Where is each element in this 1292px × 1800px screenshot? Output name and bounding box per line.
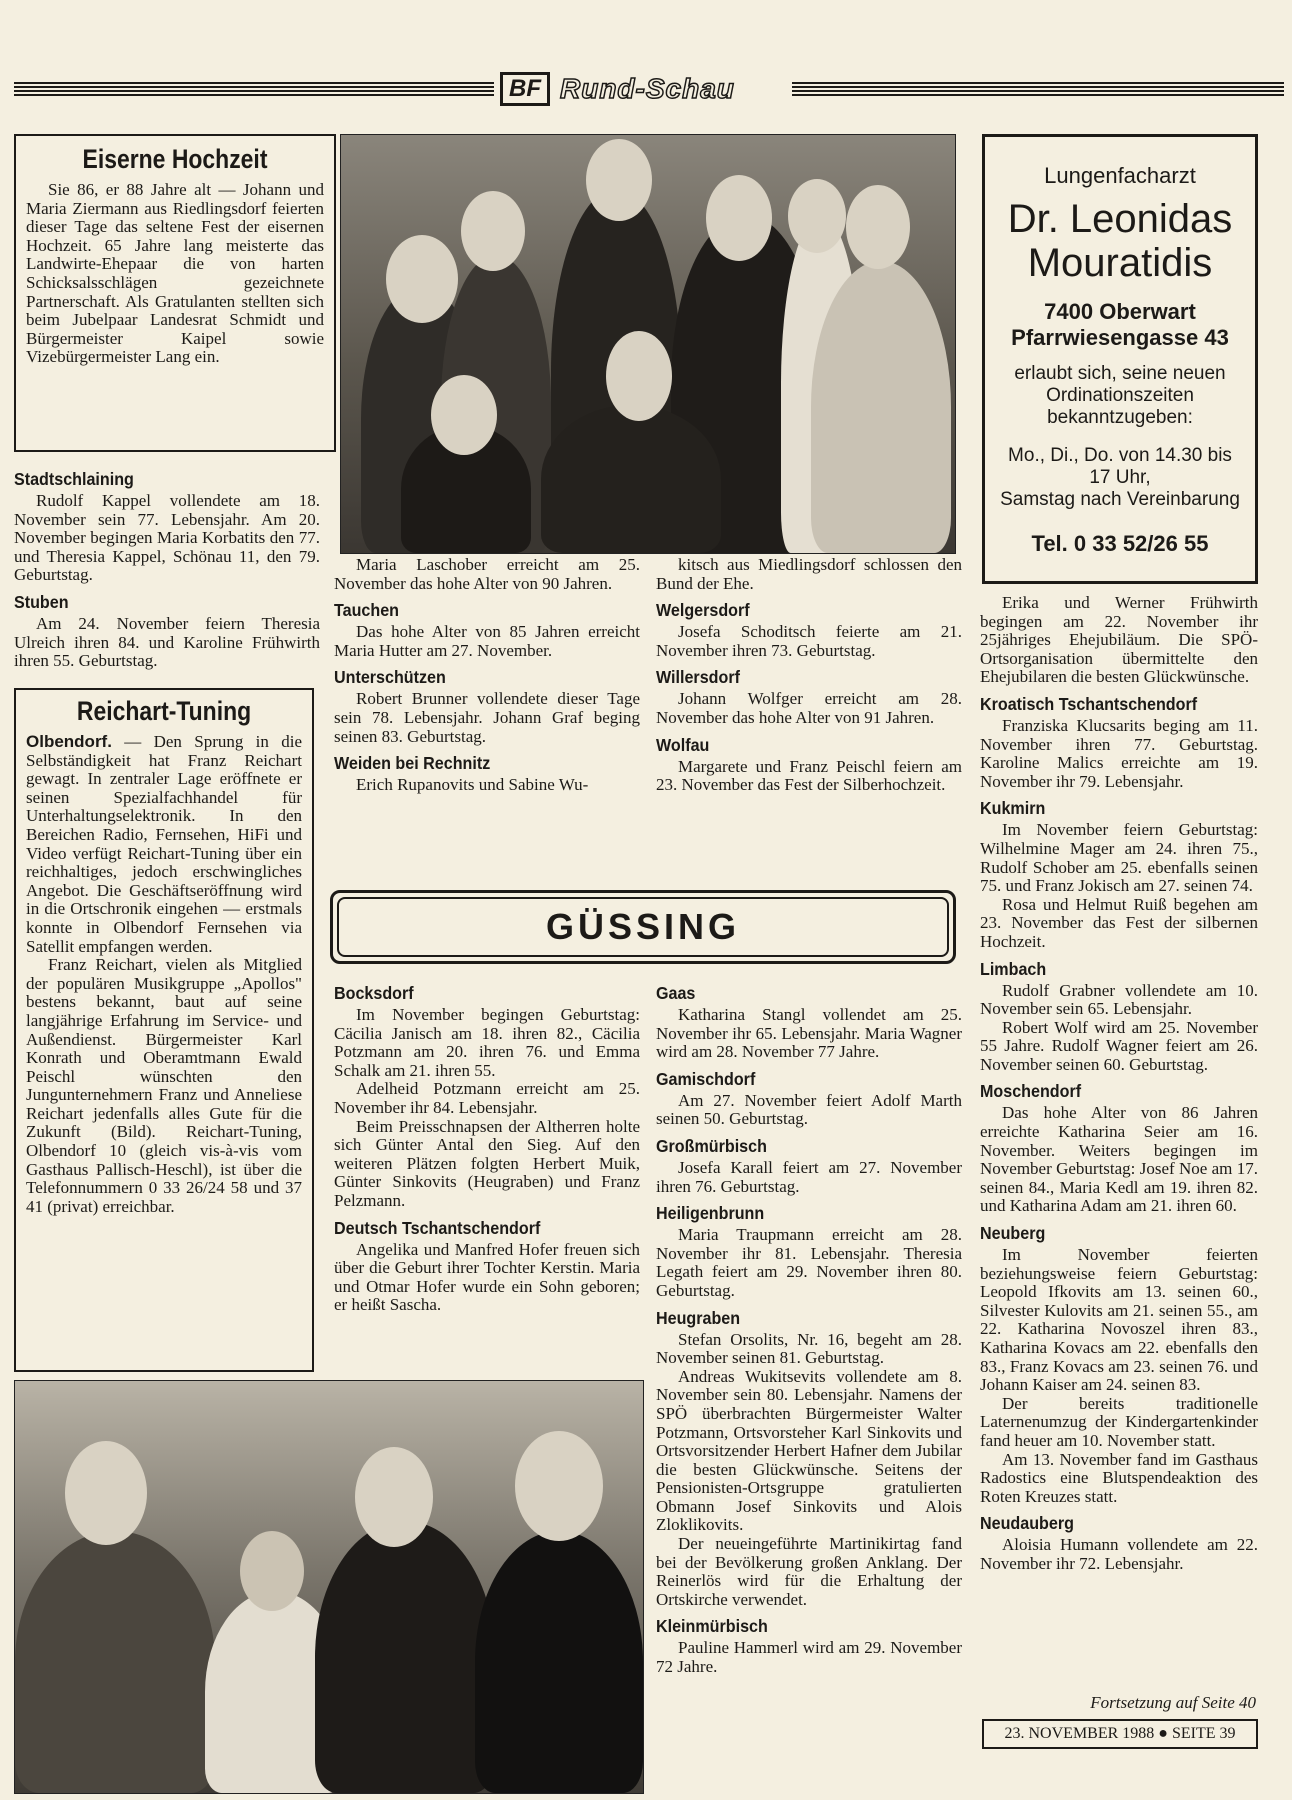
notice-paragraph: Erich Rupanovits und Sabine Wu- (356, 775, 589, 795)
eiserne-hochzeit-text: Sie 86, er 88 Jahre alt — Johann und Maria Ziermann aus Riedlingsdorf feierten dieser Tage das seltene Fest der eisernen Hochzeit. 65 Jahre lang meisterte das Landwirte-Ehepaar die von harten Schicksalsschlägen gezeichnete Partnerschaft. Als Gratulanten stellten sich beim Jubelpaar Landesrat Schmidt und Bürgermeister Kaipel sowie Vizebürgermeister Lang ein. (26, 180, 324, 367)
notice-paragraph: Der bereits traditionelle Laternenumzug der Kindergartenkinder fand heuer am 10. November statt. (980, 1393, 1258, 1450)
notice-paragraph: Johann Wolfger erreicht am 28. November das hohe Alter von 91 Jahren. (656, 689, 962, 727)
ad-address-2: Pfarrwiesengasse 43 (1011, 325, 1229, 350)
photo-reichart-tuning-opening (14, 1380, 644, 1794)
section-heading-deutsch-tschantschendorf: Deutsch Tschantschendorf (334, 1217, 541, 1238)
column-2-notices-guessing (334, 976, 640, 1315)
notice-paragraph: Franziska Klucsarits beging am 11. November ihren 77. Geburtstag. Karoline Malics erreichte am 19. November ihr 79. Lebensjahr. (980, 715, 1258, 791)
reichart-tuning-box (14, 688, 314, 1372)
notice-paragraph: Josefa Karall feiert am 27. November ihren 76. Geburtstag. (656, 1157, 962, 1196)
section-heading-weiden-bei-rechnitz: Weiden bei Rechnitz (334, 753, 491, 774)
notice-paragraph: Rudolf Kappel vollendete am 18. November sein 77. Lebensjahr. Am 20. November begingen Maria Korbatits den 77. und Theresia Kappel, Schönau 11, den 79. Geburtstag. (14, 491, 320, 585)
notice-paragraph: Am 27. November feiert Adolf Marth seinen 50. Geburtstag. (656, 1090, 962, 1129)
reichart-para-2: Franz Reichart, vielen als Mitglied der populären Musikgruppe „Apollos" bestens bekannt, baut auf seine langjährige Erfahrung im Service- und Außendienst. Bürgermeister Karl Konrath und Oberamtmann Ewald Peischl wünschten den Jungunternehmern Franz und Anneliese Reichart jedenfalls alles Gute für die Zukunft (Bild). Reichart-Tuning, Olbendorf 10 (gleich vis-à-vis vom Gasthaus Pallisch-Heschl), ist über die Telefonnummern 0 33 26/24 58 und 37 41 (privat) erreichbar. (26, 955, 302, 1216)
reichart-place: Olbendorf. (26, 732, 112, 751)
banner-rule-right (792, 82, 1284, 96)
notice-paragraph: kitsch aus Miedlingsdorf schlossen den Bund der Ehe. (656, 555, 962, 593)
section-heading-großmürbisch: Großmürbisch (656, 1135, 767, 1156)
bf-logo: BF (500, 72, 550, 106)
notice-paragraph: Pauline Hammerl wird am 29. November 72 Jahre. (656, 1638, 962, 1677)
notice-paragraph: Adelheid Potzmann erreicht am 25. November ihr 84. Lebensjahr. (334, 1079, 640, 1117)
ad-telephone: Tel. 0 33 52/26 55 (1031, 531, 1209, 556)
notice-paragraph: Maria Traupmann erreicht am 28. November ihr 81. Lebensjahr. Theresia Legath feiert am 29. November ihren 80. Geburtstag. (656, 1225, 962, 1300)
section-heading-stuben: Stuben (14, 591, 69, 612)
notice-paragraph: Maria Laschober erreicht am 25. November das hohe Alter von 90 Jahren. (334, 555, 640, 593)
ad-doctor-name-2: Mouratidis (1027, 241, 1213, 285)
notice-paragraph: Im November begingen Geburtstag: Cäcilia Janisch am 18. ihren 82., Cäcilia Potzmann am 20. ihren 76. und Emma Schalk am 21. ihren 55. (334, 1005, 640, 1080)
notice-paragraph: Im November feiern Geburtstag: Wilhelmine Mager am 24. ihren 75., Rudolf Schober am 25. ebenfalls seinen 75. und Franz Jokisch am 27. seinen 74. (980, 820, 1258, 896)
notice-paragraph: Stefan Orsolits, Nr. 16, begeht am 28. November seinen 81. Geburtstag. (656, 1329, 962, 1368)
notice-paragraph: Das hohe Alter von 86 Jahren erreichte Katharina Seier am 16. November. Weiters begingen im November Geburtstag: Josef Noe am 17. seinen 84., Maria Kedl am 19. ihren 82. und Katharina Adam am 21. ihren 60. (980, 1103, 1258, 1216)
notice-paragraph: Robert Wolf wird am 25. November 55 Jahre. Rudolf Wagner feiert am 26. November seinen 60. Geburtstag. (980, 1017, 1258, 1074)
notice-paragraph: Beim Preisschnapsen der Altherren holte sich Günter Antal den Sieg. Auf den weiteren Plätzen folgten Herbert Muik, Günter Sinkovits (Heugraben) und Franz Pelzmann. (334, 1116, 640, 1210)
section-heading-moschendorf: Moschendorf (980, 1081, 1082, 1102)
notice-paragraph: Margarete und Franz Peischl feiern am 23. November das Fest der Silberhochzeit. (656, 756, 962, 795)
column-4-notices (980, 594, 1258, 1574)
notice-paragraph: Andreas Wukitsevits vollendete am 8. November sein 80. Lebensjahr. Namens der SPÖ überbrachten Bürgermeister Walter Potzmann, Ortsvorsteher Karl Sinkovits und Ortsvorsitzender Herbert Hafner dem Jubilar die besten Glückwünsche. Seitens der Pensionisten-Ortsgruppe gratulierten Obmann Josef Sinkovits und Alois Zloklikovits. (656, 1366, 962, 1535)
ad-address-1: 7400 Oberwart (1044, 299, 1196, 324)
ad-specialty: Lungenfacharzt (1044, 163, 1196, 188)
section-heading-kleinmürbisch: Kleinmürbisch (656, 1616, 768, 1637)
column-1-notices (14, 462, 320, 671)
notice-paragraph: Das hohe Alter von 85 Jahren erreicht Maria Hutter am 27. November. (334, 622, 640, 660)
ad-hours-1: Mo., Di., Do. von 14.30 bis 17 Uhr, (1008, 445, 1232, 488)
column-3-notices-top (656, 556, 962, 795)
eiserne-hochzeit-box (14, 134, 336, 452)
section-heading-kukmirn: Kukmirn (980, 798, 1046, 819)
section-heading-kroatisch-tschantschendorf: Kroatisch Tschantschendorf (980, 693, 1198, 714)
notice-paragraph: Am 13. November fand im Gasthaus Radostics eine Blutspendeaktion des Roten Kreuzes statt. (980, 1449, 1258, 1506)
section-heading-heugraben: Heugraben (656, 1307, 741, 1328)
reichart-para-1: — Den Sprung in die Selbständigkeit hat Franz Reichart gewagt. In zentraler Lage eröffnete er seinen Spezialfachhandel für Unterhaltungselektronik. In den Bereichen Radio, Fernsehen, HiFi und Video verfügt Reichart-Tuning über ein reichhaltiges, jedoch erschwingliches Angebot. Die Geschäftseröffnung wird in die Ortschronik eingehen — erstmals konnte in Olbendorf Fernsehen via Satellit empfangen werden. (26, 732, 302, 956)
section-heading-heiligenbrunn: Heiligenbrunn (656, 1203, 765, 1224)
notice-paragraph: Katharina Stangl vollendet am 25. November ihr 65. Lebensjahr. Maria Wagner wird am 28. November 77 Jahre. (656, 1005, 962, 1062)
notice-paragraph: Josefa Schoditsch feierte am 21. November ihren 73. Geburtstag. (656, 622, 962, 660)
section-heading-wolfau: Wolfau (656, 734, 710, 755)
section-heading-neuberg: Neuberg (980, 1223, 1046, 1244)
section-heading-gaas: Gaas (656, 983, 696, 1003)
notice-paragraph: Aloisia Humann vollendete am 22. November ihr 72. Lebensjahr. (980, 1535, 1258, 1573)
doctor-advertisement (982, 134, 1258, 584)
notice-paragraph: Robert Brunner vollendete dieser Tage sein 78. Lebensjahr. Johann Graf beging seinen 83. Geburtstag. (334, 689, 640, 746)
column-3-notices-guessing (656, 976, 962, 1677)
section-title: Rund-Schau (560, 73, 735, 104)
reichart-tuning-title: Reichart-Tuning (76, 696, 252, 726)
notice-paragraph: Am 24. November feiern Theresia Ulreich ihren 84. und Karoline Frühwirth ihren 55. Geburtstag. (14, 613, 320, 671)
notice-paragraph: Rosa und Helmut Ruiß begehen am 23. November das Fest der silbernen Hochzeit. (980, 894, 1258, 951)
section-heading-gamischdorf: Gamischdorf (656, 1068, 756, 1089)
section-heading-tauchen: Tauchen (334, 600, 400, 621)
guessing-region-banner (330, 890, 956, 964)
ad-hours-2: Samstag nach Vereinbarung (1000, 489, 1240, 510)
section-heading-limbach: Limbach (980, 958, 1047, 979)
column-2-notices-top (334, 556, 640, 795)
ad-doctor-name-1: Dr. Leonidas (1007, 197, 1233, 241)
notice-paragraph: Angelika und Manfred Hofer freuen sich über die Geburt ihrer Tochter Kerstin. Maria und Otmar Hofer wurde ein Sohn geboren; er heißt Sascha. (334, 1239, 640, 1315)
guessing-title: GÜSSING (337, 897, 949, 957)
section-heading-stadtschlaining: Stadtschlaining (14, 469, 134, 489)
continuation-note: Fortsetzung auf Seite 40 (1090, 1693, 1256, 1712)
section-heading-welgersdorf: Welgersdorf (656, 600, 750, 621)
section-heading-neudauberg: Neudauberg (980, 1513, 1074, 1534)
section-banner (500, 72, 790, 106)
banner-rule-left (14, 82, 494, 96)
notice-paragraph: Erika und Werner Frühwirth begingen am 22. November ihr 25jähriges Ehejubiläum. Die SPÖ-Ortsorganisation übermittelte den Ehejubilaren die besten Glückwünsche. (980, 593, 1258, 687)
eiserne-hochzeit-title: Eiserne Hochzeit (82, 144, 268, 174)
group-photo-eiserne-hochzeit (340, 134, 956, 554)
section-heading-willersdorf: Willersdorf (656, 667, 740, 688)
notice-paragraph: Der neueingeführte Martinikirtag fand bei der Bevölkerung großen Anklang. Der Reinerlös wird für die Erhaltung der Ortskirche verwendet. (656, 1534, 962, 1609)
section-heading-unterschützen: Unterschützen (334, 667, 446, 688)
page-footer-date: 23. NOVEMBER 1988 ● SEITE 39 (982, 1719, 1258, 1749)
ad-announcement: erlaubt sich, seine neuen Ordinationszeiten bekanntzugeben: (1014, 363, 1226, 428)
section-heading-bocksdorf: Bocksdorf (334, 983, 414, 1003)
notice-paragraph: Rudolf Grabner vollendete am 10. November sein 65. Lebensjahr. (980, 980, 1258, 1019)
notice-paragraph: Im November feierten beziehungsweise feiern Geburtstag: Leopold Ifkovits am 13. seinen 60., Silvester Kulovits am 21. seinen 55., am 22. Katharina Novoszel ihren 83., Katharina Kovacs am 22. ebenfalls den 83., Franz Kovacs am 23. seinen 76. und Johann Kaiser am 24. seinen 83. (980, 1245, 1258, 1395)
